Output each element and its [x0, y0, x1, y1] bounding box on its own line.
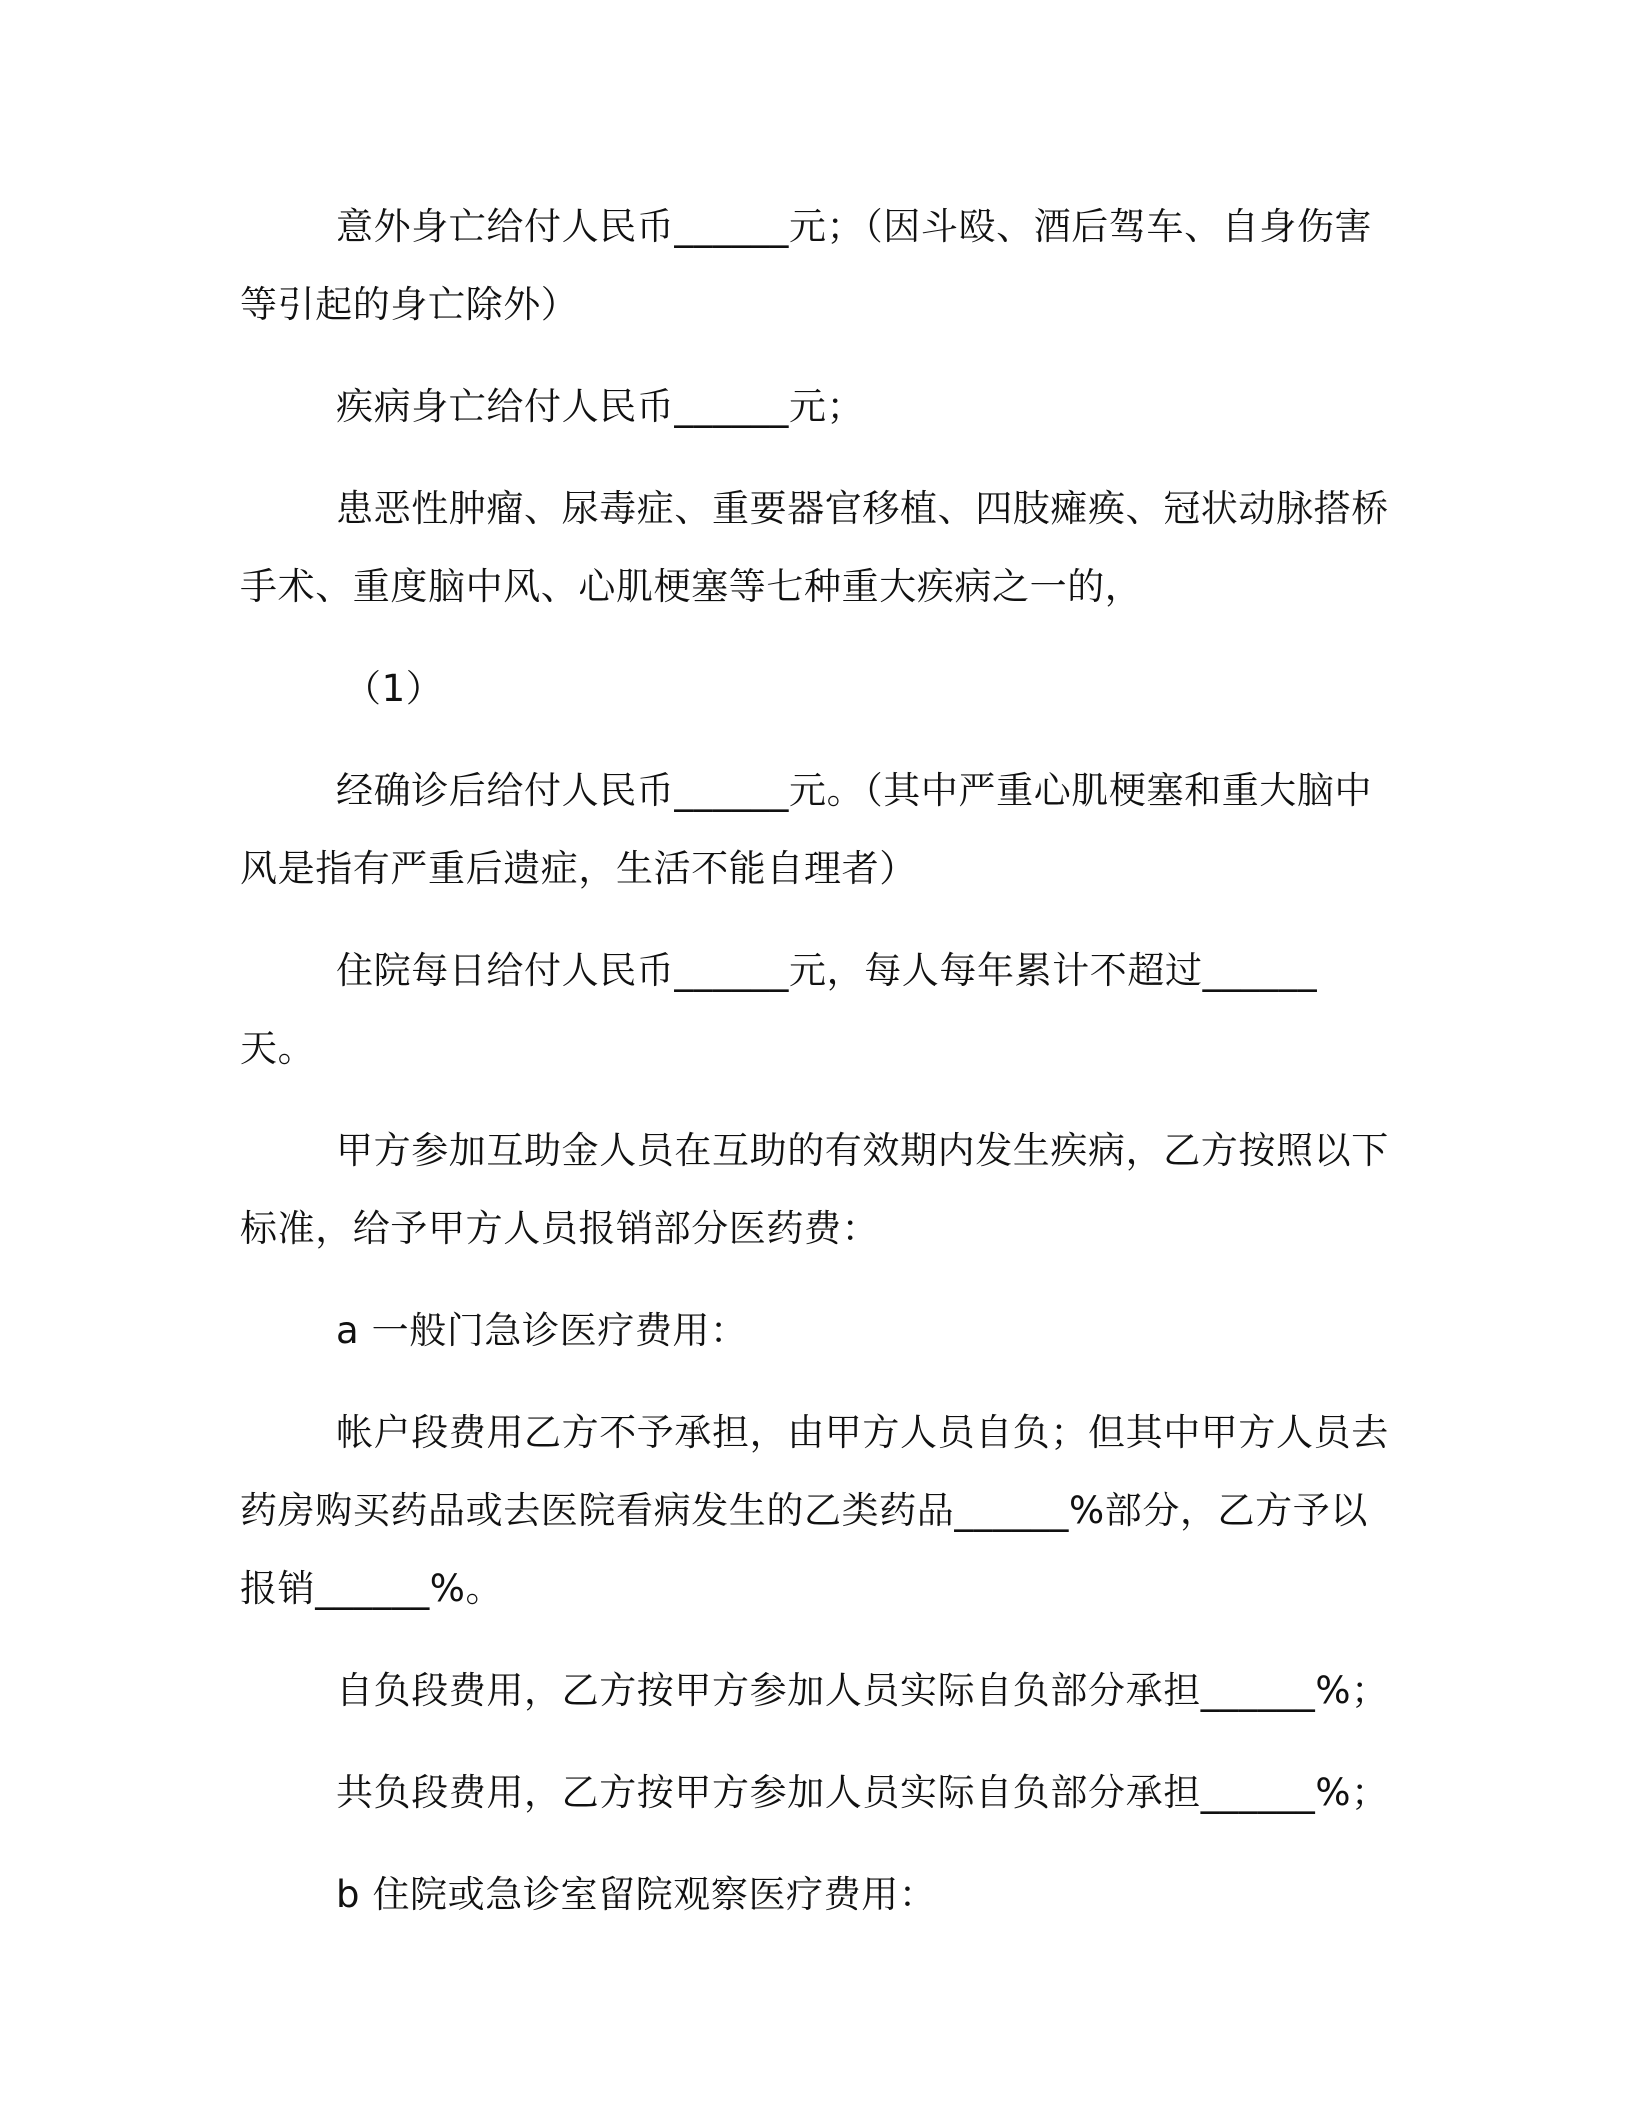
paragraph-outpatient-heading: a 一般门急诊医疗费用： [336, 1309, 748, 1352]
paragraph-hospital-daily: 住院每日给付人民币______元，每人每年累计不超过______天。 [240, 949, 1318, 1070]
paragraph-diagnosis-payment: 经确诊后给付人民币______元。（其中严重心肌梗塞和重大脑中风是指有严重后遗症，生活不能自理者） [240, 769, 1373, 890]
paragraph-item-number: （1） [344, 667, 444, 710]
paragraph-reimbursement-intro: 甲方参加互助金人员在互助的有效期内发生疾病，乙方按照以下标准，给予甲方人员报销部分医药费： [240, 1129, 1389, 1250]
paragraph-self-pay-segment: 自负段费用，乙方按甲方参加人员实际自负部分承担______%； [336, 1669, 1389, 1712]
paragraph-accidental-death: 意外身亡给付人民币______元；（因斗殴、酒后驾车、自身伤害等引起的身亡除外） [240, 205, 1373, 326]
document-body [240, 188, 1390, 1958]
paragraph-major-diseases: 患恶性肿瘤、尿毒症、重要器官移植、四肢瘫痪、冠状动脉搭桥手术、重度脑中风、心肌梗塞等七种重大疾病之一的， [240, 487, 1389, 608]
paragraph-inpatient-heading: b 住院或急诊室留院观察医疗费用： [336, 1873, 937, 1916]
paragraph-co-pay-segment: 共负段费用，乙方按甲方参加人员实际自负部分承担______%； [336, 1771, 1389, 1814]
paragraph-disease-death: 疾病身亡给付人民币______元； [336, 385, 865, 428]
paragraph-account-segment: 帐户段费用乙方不予承担，由甲方人员自负；但其中甲方人员去药房购买药品或去医院看病发生的乙类药品______%部分，乙方予以报销______%。 [240, 1411, 1389, 1610]
